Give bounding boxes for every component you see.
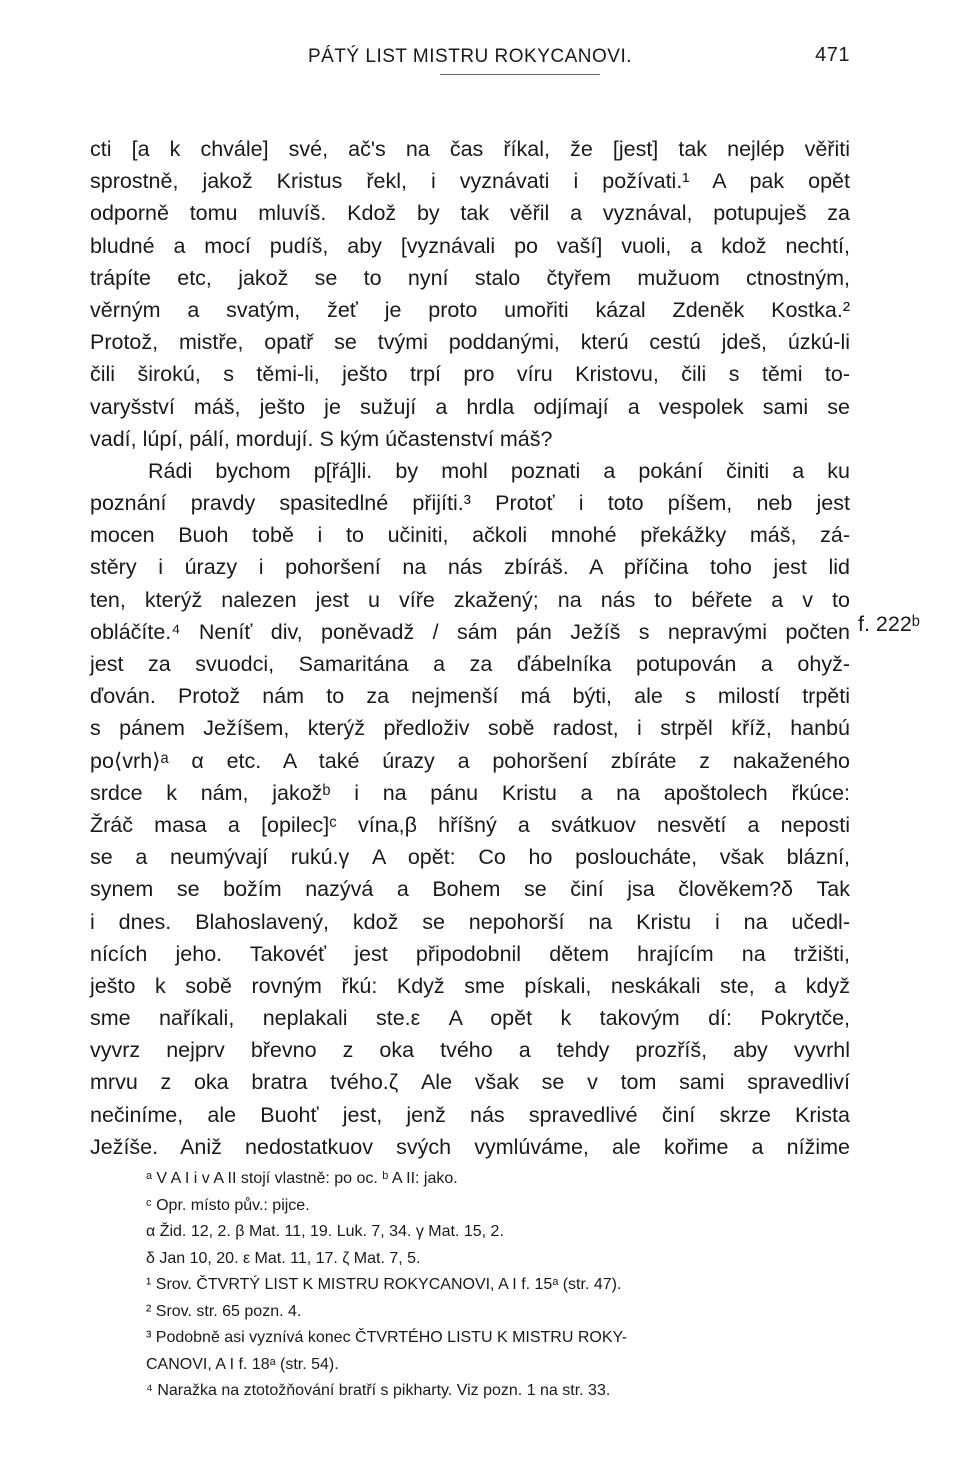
text-line: trápíte etc, jakož se to nyní stalo čtyřem mužuom ctnostným, — [90, 265, 850, 290]
text-line: cti [a k chvále] své, ač's na čas říkal, že [jest] tak nejlép věřiti — [90, 137, 850, 161]
footnote: ¹ Srov. ČTVRTÝ LIST K MISTRU ROKYCANOVI, A I f. 15ᵃ (str. 47). — [146, 1276, 622, 1293]
text-line: stěry i úrazy i pohoršení na nás zbíráš. A příčina toho jest lid — [90, 555, 850, 580]
text-line: sme naříkali, neplakali ste.ε A opět k takovým dí: Pokrytče, — [90, 1006, 850, 1031]
text-line: Žráč masa a [opilec]ᶜ vína,β hříšný a svátkuov nesvětí a neposti — [90, 812, 850, 837]
text-line: nečiníme, ale Buohť jest, jenž nás spravedlivé činí skrze Krista — [90, 1102, 850, 1127]
page-header — [90, 40, 850, 76]
text-line: varyšství máš, ješto je sužují a hrdla odjímají a vespolek sami se — [90, 394, 850, 419]
text-line: po⟨vrh⟩ᵃ α etc. A také úrazy a pohoršení zbíráte z nakaženého — [90, 748, 850, 773]
text-line: sprostně, jakož Kristus řekl, i vyznávati i požívati.¹ A pak opět — [90, 169, 850, 194]
text-line: Ježíše. Aniž nedostatkuov svých vymlúváme, ale kořime a nížime — [90, 1134, 850, 1159]
text-line: Protož, mistře, opatř se tvými poddanými, kterú cestú jdeš, úzkú-li — [90, 330, 850, 355]
footnote: α Žid. 12, 2. β Mat. 11, 19. Luk. 7, 34. γ Mat. 15, 2. — [146, 1223, 504, 1240]
page-number: 471 — [815, 44, 850, 66]
footnote: ᶜ Opr. místo pův.: pijce. — [146, 1196, 310, 1214]
text-line: mrvu z oka bratra tvého.ζ Ale však se v tom sami spravedliví — [90, 1070, 850, 1095]
footnote: CANOVI, A I f. 18ᵃ (str. 54). — [146, 1355, 339, 1373]
text-line: srdce k nám, jakožᵇ i na pánu Kristu a na apoštolech řkúce: — [90, 780, 850, 805]
text-line: i dnes. Blahoslavený, kdož se nepohorší na Kristu i na učedl- — [90, 909, 850, 934]
text-line: věrným a svatým, žeť je proto umořiti kázal Zdeněk Kostka.² — [90, 297, 850, 322]
text-line: mocen Buoh tobě i to učiniti, ačkoli mnohé překážky máš, zá- — [90, 523, 850, 548]
text-line: s pánem Ježíšem, kterýž předloživ sobě radost, i strpěl kříž, hanbú — [90, 716, 850, 741]
footnote: ² Srov. str. 65 pozn. 4. — [146, 1302, 302, 1320]
footnote: ⁴ Naražka na ztotožňování bratří s pikharty. Viz pozn. 1 na str. 33. — [146, 1382, 611, 1399]
text-line: ďován. Protož nám to za nejmenší má býti, ale s milostí trpěti — [90, 684, 850, 709]
folio-margin-note: f. 222ᵇ — [858, 612, 920, 636]
text-line: ješto k sobě rovným řkú: Když sme pískali, neskákali ste, a když — [90, 973, 850, 998]
text-line: vadí, lúpí, pálí, mordují. S kým účastenství máš? — [90, 426, 553, 451]
text-line: bludné a mocí pudíš, aby [vyznávali po vaší] vuoli, a kdož nechtí, — [90, 233, 850, 258]
text-line: odporně tomu mluvíš. Kdož by tak věřil a vyznával, potupuješ za — [90, 201, 850, 226]
body-text — [90, 133, 850, 1163]
running-title: PÁTÝ LIST MISTRU ROKYCANOVI. — [307, 46, 633, 67]
footnote: ᵃ V A I i v A II stojí vlastně: po oc. ᵇ A II: jako. — [146, 1170, 458, 1187]
footnote: δ Jan 10, 20. ε Mat. 11, 17. ζ Mat. 7, 5. — [146, 1249, 421, 1267]
text-line: nících jeho. Takovéť jest připodobnil dětem hrajícím na tržišti, — [90, 941, 850, 966]
text-line: vyvrz nejprv břevno z oka tvého a tehdy prozříš, aby vyvrhl — [90, 1038, 850, 1063]
header-rule — [440, 74, 600, 75]
footnotes — [146, 1166, 856, 1405]
text-line: obláčíte.⁴ Neníť div, poněvadž / sám pán Ježíš s nepravými počten — [90, 619, 850, 644]
text-line: synem se božím nazývá a Bohem se činí jsa člověkem?δ Tak — [90, 877, 850, 902]
text-line: se a neumývají rukú.γ A opět: Co ho posloucháte, však blázní, — [90, 845, 850, 870]
text-line: jest za svuodci, Samaritána a za ďábelníka potupován a ohyž- — [90, 652, 850, 676]
text-line: čili širokú, s těmi-li, ješto trpí pro víru Kristovu, čili s těmi to- — [90, 362, 850, 387]
footnote: ³ Podobně asi vyznívá konec ČTVRTÉHO LISTU K MISTRU ROKY- — [146, 1329, 628, 1346]
text-line: poznání pravdy spasitedlné přijíti.³ Protoť i toto píšem, neb jest — [90, 491, 850, 516]
text-line: Rádi bychom p[řá]li. by mohl poznati a pokání činiti a ku — [148, 458, 850, 483]
text-line: ten, kterýž nalezen jest u víře zkažený; na nás to béřete a v to — [90, 587, 850, 612]
